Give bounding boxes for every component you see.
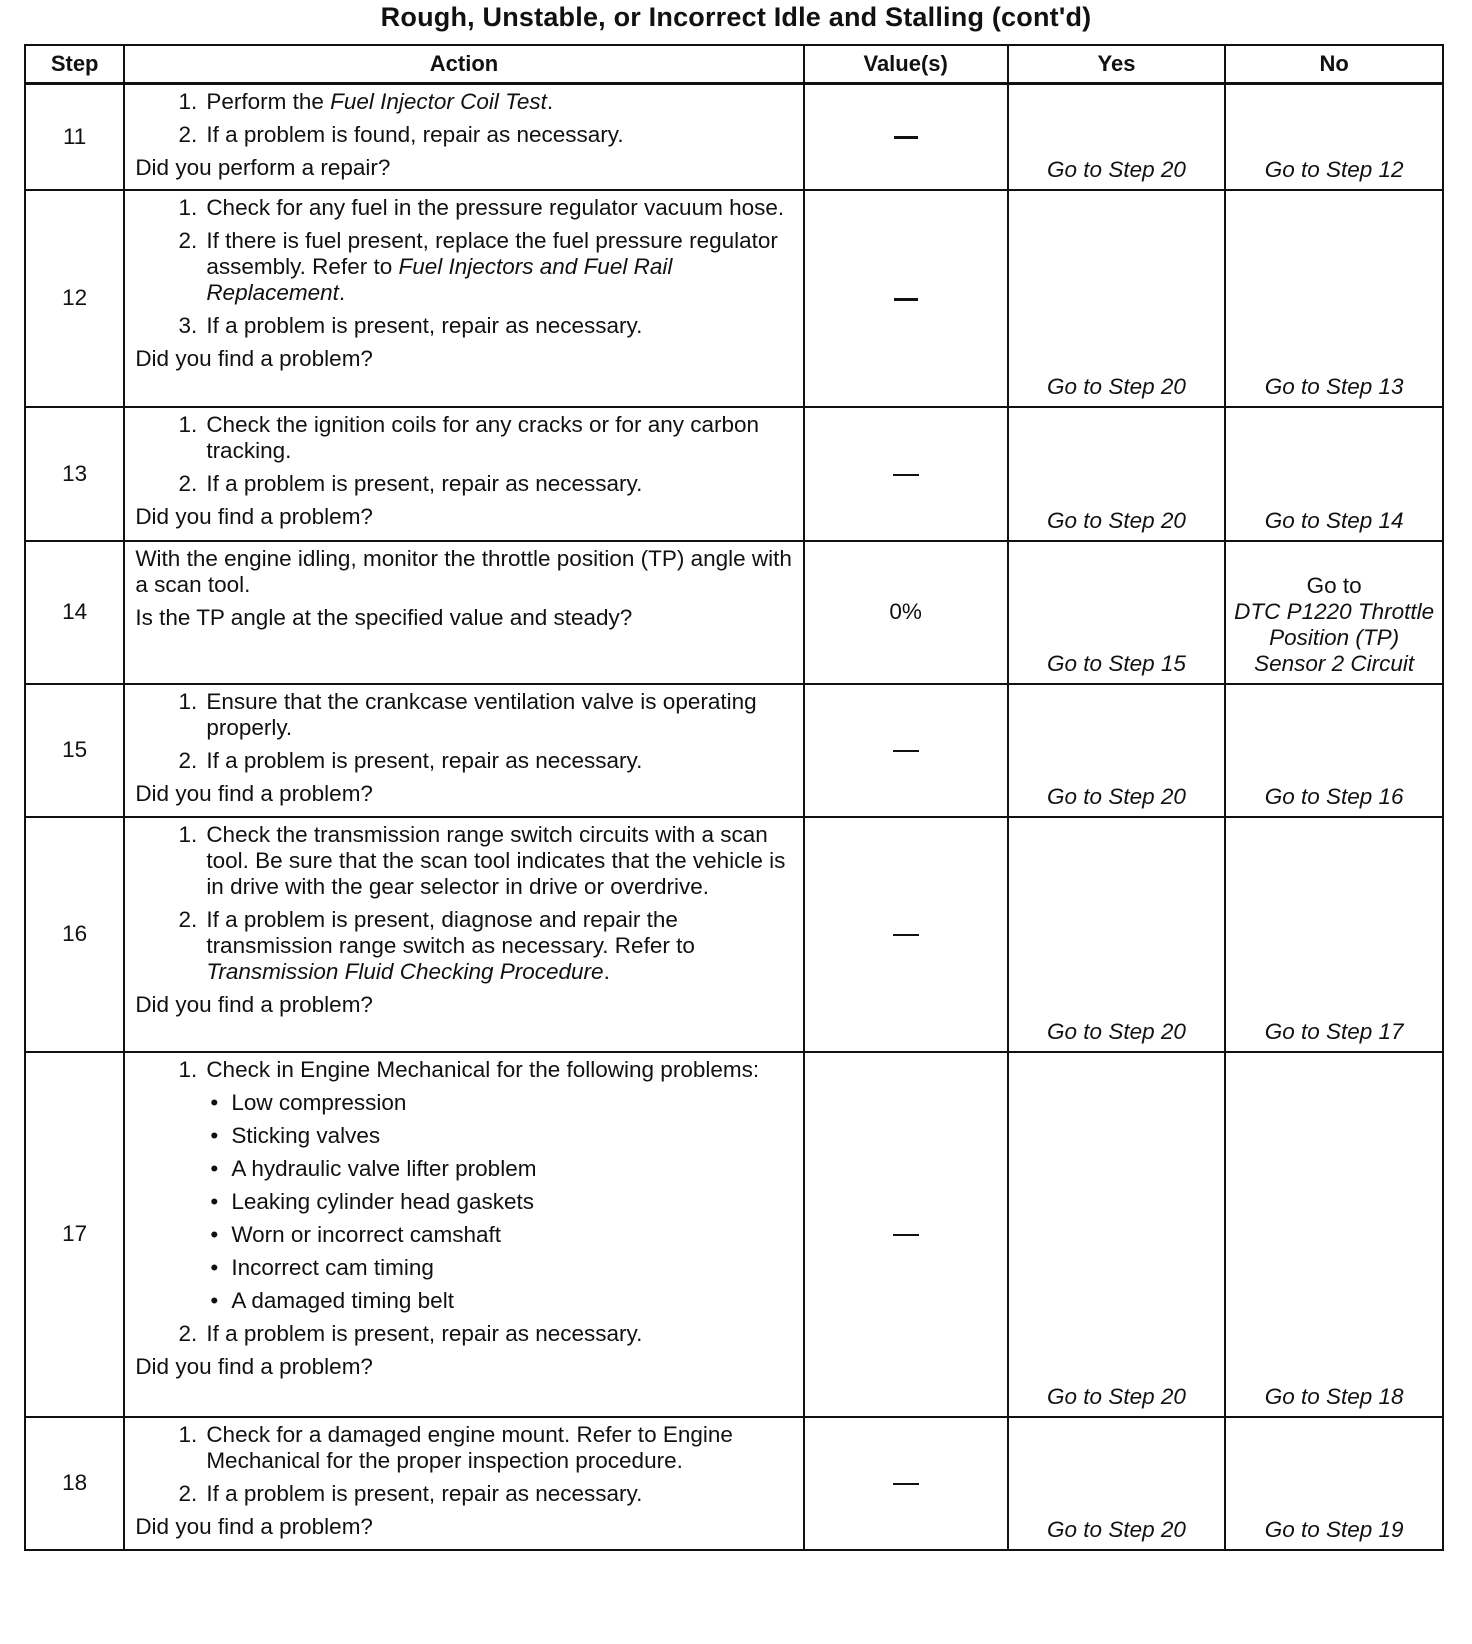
action-item: Check the ignition coils for any cracks or for any carbon tracking. [206, 411, 760, 463]
action-question: Did you find a problem? [135, 1513, 373, 1539]
list-item: • Leaking cylinder head gaskets [210, 1188, 535, 1214]
value-cell [804, 407, 1008, 541]
yes-cell: Go to Step 20 [1008, 684, 1226, 817]
item-number: 2. [178, 1320, 198, 1346]
table-row [25, 190, 1443, 407]
action-question: Did you find a problem? [135, 503, 373, 529]
table-row [25, 817, 1443, 1052]
header-row [25, 45, 1443, 84]
action-cell [124, 1417, 803, 1550]
value-cell [804, 190, 1008, 407]
action-item: If a problem is present, repair as necessary. [206, 470, 643, 496]
yes-cell: Go to Step 20 [1008, 817, 1226, 1052]
procedure-reference: Fuel Injector Coil Test [330, 89, 547, 114]
none-dash [893, 1483, 919, 1485]
action-cell [124, 817, 803, 1052]
list-item: • A hydraulic valve lifter problem [210, 1155, 537, 1181]
header-step: Step [25, 45, 124, 84]
table-row [25, 1417, 1443, 1550]
action-item: If a problem is present, repair as necessary. [206, 747, 643, 773]
action-cell [124, 84, 803, 190]
yes-cell: Go to Step 20 [1008, 1052, 1226, 1417]
list-item: • Incorrect cam timing [210, 1254, 434, 1280]
list-item: • Low compression [210, 1089, 407, 1115]
step-number: 13 [25, 407, 124, 541]
step-number: 15 [25, 684, 124, 817]
step-number: 17 [25, 1052, 124, 1417]
value-cell [804, 684, 1008, 817]
list-item: • Worn or incorrect camshaft [210, 1221, 501, 1247]
action-item: Ensure that the crankcase ventilation valve is operating properly. [206, 688, 757, 740]
item-number: 2. [178, 1480, 198, 1506]
yes-cell: Go to Step 20 [1008, 84, 1226, 190]
header-values: Value(s) [804, 45, 1008, 84]
item-number: 2. [178, 470, 198, 496]
step-number: 11 [25, 84, 124, 190]
item-number: 3. [178, 312, 198, 338]
item-number: 1. [178, 1056, 198, 1082]
item-number: 1. [178, 1421, 198, 1447]
no-cell: Go to Step 12 [1225, 84, 1443, 190]
action-item: If there is fuel present, replace the fuel pressure regulator assembly. Refer to Fuel Injectors and Fuel Rail Replacement. [206, 227, 778, 305]
action-question: Did you perform a repair? [135, 155, 391, 180]
action-cell [124, 190, 803, 407]
item-number: 2. [178, 227, 198, 253]
action-item: If a problem is present, diagnose and repair the transmission range switch as necessary. Refer to Transmission Fluid Checking Procedure. [206, 906, 695, 984]
action-item: Check in Engine Mechanical for the following problems: [206, 1056, 760, 1082]
action-question: Did you find a problem? [135, 991, 373, 1017]
list-item: • A damaged timing belt [210, 1287, 454, 1313]
yes-cell: Go to Step 20 [1008, 190, 1226, 407]
header-yes: Yes [1008, 45, 1226, 84]
action-item: If a problem is present, repair as necessary. [206, 312, 643, 338]
no-cell: Go to Step 13 [1225, 190, 1443, 407]
yes-cell: Go to Step 15 [1008, 541, 1226, 684]
none-dash [893, 750, 919, 752]
item-number: 2. [178, 122, 198, 147]
none-dash [893, 1234, 919, 1236]
item-number: 1. [178, 194, 198, 220]
action-cell [124, 407, 803, 541]
action-item: If a problem is present, repair as necessary. [206, 1480, 643, 1506]
no-cell: Go to Step 18 [1225, 1052, 1443, 1417]
none-dash [894, 136, 918, 139]
action-cell [124, 541, 803, 684]
step-number: 12 [25, 190, 124, 407]
value-cell: 0% [804, 541, 1008, 684]
dtc-reference: DTC P1220 Throttle Position (TP) Sensor 2 Circuit [1234, 598, 1435, 676]
item-number: 1. [178, 688, 198, 714]
table-row [25, 541, 1443, 684]
action-question: Did you find a problem? [135, 1353, 373, 1379]
no-cell: Go to Step 14 [1225, 407, 1443, 541]
action-item: Check for a damaged engine mount. Refer to Engine Mechanical for the proper inspection procedure. [206, 1421, 733, 1473]
list-item: • Sticking valves [210, 1122, 381, 1148]
table-row [25, 684, 1443, 817]
procedure-reference: Transmission Fluid Checking Procedure [206, 958, 604, 984]
none-dash [893, 474, 919, 476]
yes-cell: Go to Step 20 [1008, 1417, 1226, 1550]
no-cell: Go to Step 17 [1225, 817, 1443, 1052]
action-item: If a problem is present, repair as necessary. [206, 1320, 643, 1346]
step-number: 14 [25, 541, 124, 684]
no-cell [1225, 541, 1443, 684]
action-question: Is the TP angle at the specified value and steady? [135, 604, 633, 630]
page-title: Rough, Unstable, or Incorrect Idle and Stalling (cont'd) [380, 2, 1092, 32]
no-cell: Go to Step 19 [1225, 1417, 1443, 1550]
item-number: 1. [178, 89, 198, 114]
header-no: No [1225, 45, 1443, 84]
item-number: 1. [178, 821, 198, 847]
procedure-reference: Fuel Injectors and Fuel Rail Replacement [206, 253, 673, 305]
value-cell [804, 817, 1008, 1052]
table-row [25, 84, 1443, 190]
action-cell [124, 1052, 803, 1417]
no-cell: Go to Step 16 [1225, 684, 1443, 817]
table-row [25, 407, 1443, 541]
table-row [25, 1052, 1443, 1417]
value-cell [804, 1417, 1008, 1550]
yes-cell: Go to Step 20 [1008, 407, 1226, 541]
header-action: Action [124, 45, 803, 84]
action-question: Did you find a problem? [135, 345, 373, 371]
action-question: Did you find a problem? [135, 780, 373, 806]
value-cell [804, 84, 1008, 190]
action-text: With the engine idling, monitor the throttle position (TP) angle with a scan tool. [135, 545, 792, 597]
go-to-label: Go to [1306, 572, 1362, 598]
action-item: Check the transmission range switch circuits with a scan tool. Be sure that the scan tool indicates that the vehicle is in drive with the gear selector in drive or overdrive. [206, 821, 786, 899]
item-number: 2. [178, 747, 198, 773]
action-item: Perform the Fuel Injector Coil Test. [206, 89, 554, 114]
diagnostic-table [24, 44, 1444, 1551]
step-number: 16 [25, 817, 124, 1052]
action-cell [124, 684, 803, 817]
action-item: Check for any fuel in the pressure regulator vacuum hose. [206, 194, 785, 220]
value-cell [804, 1052, 1008, 1417]
none-dash [894, 298, 918, 301]
item-number: 1. [178, 411, 198, 437]
item-number: 2. [178, 906, 198, 932]
step-number: 18 [25, 1417, 124, 1550]
action-item: If a problem is found, repair as necessary. [206, 122, 624, 147]
none-dash [893, 934, 919, 936]
